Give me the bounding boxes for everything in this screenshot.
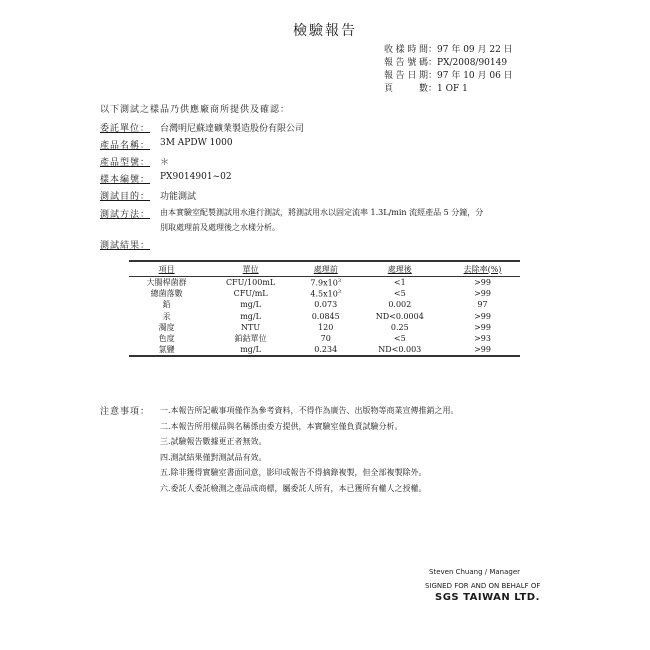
cell-item: 色度	[158, 334, 175, 344]
meta-report-no-value: PX/2008/90149	[437, 58, 508, 68]
note-item: 四.測試結果僅對測試品有效。	[160, 452, 267, 462]
cell-after: ND<0.0004	[375, 311, 424, 321]
table-row	[129, 322, 520, 333]
test-method-label: 測試方法：	[100, 210, 151, 220]
header-rate: 去除率(%)	[445, 261, 520, 277]
results-table	[129, 260, 520, 357]
cell-after: <5	[393, 334, 406, 344]
report-title: 檢驗報告	[293, 23, 357, 39]
cell-unit: mg/L	[204, 344, 297, 356]
table-row	[129, 277, 520, 289]
client-value: 台灣明尼蘇達礦業製造股份有限公司	[160, 124, 305, 134]
test-purpose-value: 功能測試	[160, 192, 197, 202]
meta-report-date-value: 97 年 10 月 06 日	[437, 71, 513, 81]
cell-item: 鉛	[162, 300, 171, 310]
sample-no-value: PX9014901~02	[160, 172, 232, 182]
cell-before: 0.0845	[311, 311, 340, 321]
table-row	[129, 288, 520, 299]
cell-unit: 鉑鈷單位	[234, 334, 267, 344]
cell-item: 大腸桿菌群	[146, 278, 187, 288]
signatory-name: Steven Chuang / Manager	[429, 568, 521, 576]
cell-rate: >99	[474, 311, 491, 321]
cell-before: 0.234	[297, 344, 355, 356]
table-row	[129, 299, 520, 310]
cell-rate: 97	[477, 300, 488, 310]
cell-before: 120	[318, 322, 334, 332]
test-method-value: 由本實驗室配製測試用水進行測試，將測試用水以固定流率 1.3L/min 流經產品 5 分鐘，分	[160, 208, 484, 217]
cell-before: 0.073	[314, 300, 338, 310]
cell-after: 0.25	[390, 322, 409, 332]
cell-unit: CFU/100mL	[225, 278, 276, 288]
header-unit: 單位	[204, 261, 297, 277]
cell-after: <1	[393, 278, 406, 288]
cell-unit: mg/L	[240, 300, 261, 310]
table-row	[129, 344, 520, 356]
client-label: 委託單位：	[100, 124, 151, 134]
cell-item: 氯鹽	[129, 344, 204, 356]
notes-label: 注意事項：	[100, 407, 151, 417]
meta-received: 收樣時間：97 年 09 月 22 日	[384, 45, 513, 55]
table-row	[129, 333, 520, 344]
table-row	[129, 311, 520, 322]
note-item: 三.試驗報告數據更正者無效。	[160, 437, 267, 446]
product-name-label: 產品名稱：	[100, 141, 151, 151]
cell-unit: CFU/mL	[233, 289, 268, 299]
test-purpose-label: 測試目的：	[100, 192, 151, 202]
cell-before: $4.5x10^3$	[310, 288, 342, 299]
cell-rate: >99	[474, 322, 491, 332]
note-item: 六.委託人委託檢測之產品成商標，屬委託人所有，本已獲所有權人之授權。	[160, 483, 427, 493]
sample-no-label: 樣本編號：	[100, 175, 151, 185]
test-method-value-line2: 別取處理前及處理後之水樣分析。	[160, 223, 280, 232]
cell-unit: NTU	[241, 322, 261, 332]
meta-received-value: 97 年 09 月 22 日	[437, 45, 513, 55]
meta-pages: 頁 數：1 OF 1	[384, 84, 468, 94]
results-label: 測試結果：	[100, 241, 151, 251]
cell-item: 汞	[162, 311, 171, 321]
notes-list	[160, 403, 459, 496]
cell-before: 70	[320, 334, 331, 344]
note-item: 一.本報告所記載事項僅作為參考資料，不得作為廣告、出版物等商業宣傳推銷之用。	[160, 406, 459, 415]
signed-on-behalf: SIGNED FOR AND ON BEHALF OF	[425, 582, 541, 590]
note-item: 二.本報告所用樣品與名稱係由委方提供，本實驗室僅負責試驗分析。	[160, 421, 403, 431]
cell-rate: >99	[445, 344, 520, 356]
intro-text: 以下測試之樣品乃供應廠商所提供及確認：	[100, 105, 291, 115]
cell-after: <5	[393, 289, 406, 299]
meta-received-label: 收樣時間	[384, 45, 428, 55]
cell-after: ND<0.003	[355, 344, 446, 356]
cell-unit: mg/L	[240, 311, 261, 321]
meta-report-no-label: 報告號碼	[384, 58, 428, 68]
cell-after: 0.002	[388, 300, 412, 310]
cell-item: 濁度	[158, 322, 175, 332]
cell-item: 總菌落數	[150, 289, 183, 299]
note-item: 五.除非獲得實驗室書面同意，影印或報告不得摘錄複製，但全部複製除外。	[160, 468, 427, 477]
meta-pages-label: 頁 數	[384, 84, 428, 94]
meta-report-no: 報告號碼：PX/2008/90149	[384, 58, 508, 68]
product-model-label: 產品型號：	[100, 158, 151, 168]
product-model-value: ＊	[160, 158, 170, 168]
meta-pages-value: 1 OF 1	[437, 84, 468, 94]
meta-report-date-label: 報告日期	[384, 71, 428, 81]
company-name: SGS TAIWAN LTD.	[435, 592, 540, 603]
cell-rate: >93	[474, 334, 491, 344]
header-before: 處理前	[297, 261, 355, 277]
header-after: 處理後	[355, 261, 446, 277]
header-item: 項目	[129, 261, 204, 277]
cell-rate: >99	[474, 278, 491, 288]
meta-report-date: 報告日期：97 年 10 月 06 日	[384, 71, 513, 81]
cell-rate: >99	[474, 289, 491, 299]
results-header-row	[129, 261, 520, 277]
product-name-value: 3M APDW 1000	[160, 138, 233, 148]
cell-before: $7.9x10^3$	[310, 277, 342, 288]
